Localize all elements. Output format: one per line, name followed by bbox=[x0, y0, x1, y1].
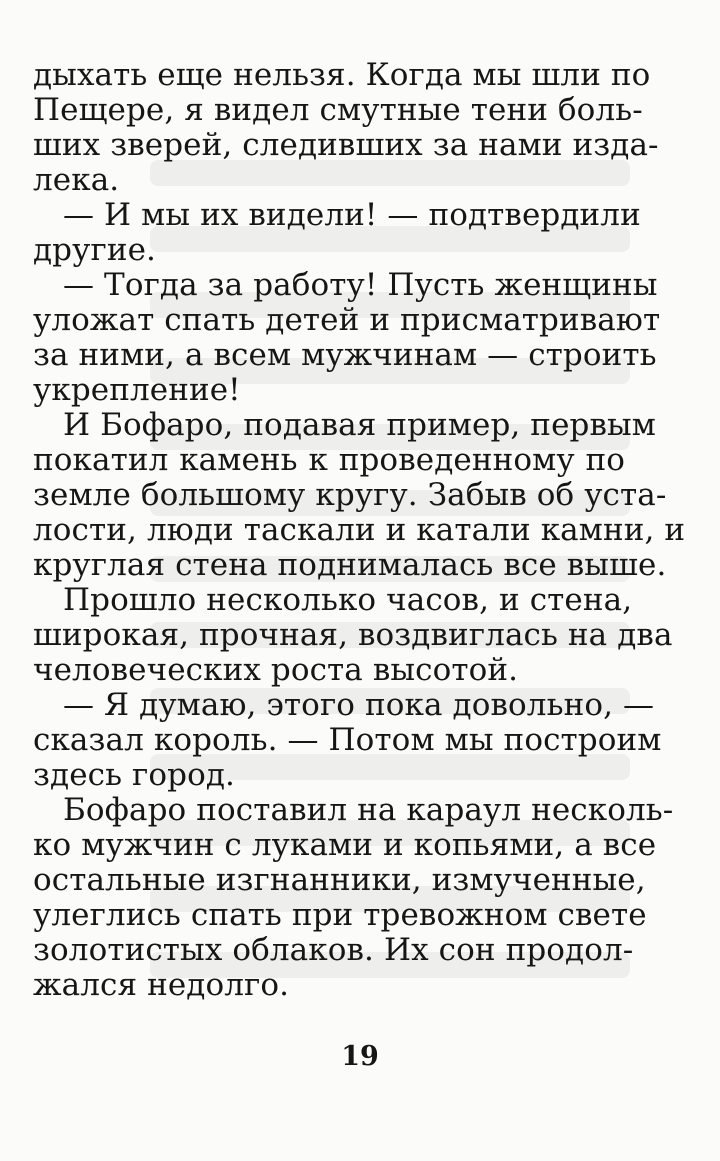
paragraph-6 bbox=[33, 687, 662, 793]
text-line: — Я думаю, этого пока довольно, — bbox=[63, 687, 655, 723]
paragraph-7 bbox=[33, 792, 674, 1003]
text-line: здесь город. bbox=[33, 757, 235, 793]
paragraph-3 bbox=[33, 267, 661, 408]
text-line: золотистых облаков. Их сон продол- bbox=[33, 932, 634, 968]
text-line: покатил камень к проведенному по bbox=[33, 442, 625, 478]
paragraph-1 bbox=[33, 57, 659, 198]
text-line: И Бофаро, подавая пример, первым bbox=[63, 407, 657, 443]
text-line: ко мужчин с луками и копьями, а все bbox=[33, 827, 657, 863]
book-page-text bbox=[33, 57, 686, 1003]
text-line: широкая, прочная, воздвиглась на два bbox=[33, 617, 673, 653]
text-line: дыхать еще нельзя. Когда мы шли по bbox=[33, 57, 651, 93]
paragraph-4 bbox=[33, 407, 686, 583]
text-line: улеглись спать при тревожном свете bbox=[33, 897, 647, 933]
text-line: Бофаро поставил на караул несколь- bbox=[63, 792, 674, 828]
text-line: лека. bbox=[33, 162, 120, 198]
text-line: ших зверей, следивших за нами изда- bbox=[33, 127, 659, 163]
text-line: другие. bbox=[33, 232, 156, 268]
text-line: — Тогда за работу! Пусть женщины bbox=[63, 267, 658, 303]
text-line: жался недолго. bbox=[33, 967, 290, 1003]
text-line: остальные изгнанники, измученные, bbox=[33, 862, 646, 898]
text-line: круглая стена поднималась все выше. bbox=[33, 547, 667, 583]
text-line: человеческих роста высотой. bbox=[33, 652, 519, 688]
text-line: уложат спать детей и присматривают bbox=[33, 302, 661, 338]
paragraph-5 bbox=[33, 582, 673, 688]
text-line: лости, люди таскали и катали камни, и bbox=[33, 512, 686, 548]
paragraph-2 bbox=[33, 197, 641, 268]
text-line: земле большому кругу. Забыв об уста- bbox=[33, 477, 667, 513]
text-line: за ними, а всем мужчинам — строить bbox=[33, 337, 657, 373]
page-number: 19 bbox=[341, 1041, 379, 1072]
text-line: сказал король. — Потом мы построим bbox=[33, 722, 662, 758]
text-line: Прошло несколько часов, и стена, bbox=[63, 582, 633, 618]
text-line: Пещере, я видел смутные тени боль- bbox=[33, 92, 643, 128]
text-line: — И мы их видели! — подтвердили bbox=[63, 197, 641, 233]
text-line: укрепление! bbox=[33, 372, 241, 408]
